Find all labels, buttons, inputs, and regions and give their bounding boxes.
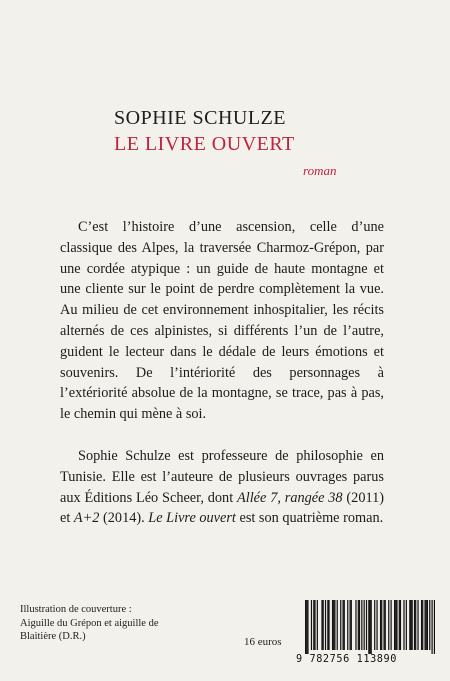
bio-text: (2014). (99, 510, 149, 527)
genre-label: roman (303, 163, 337, 178)
bio-text: est son quatrième roman. (235, 510, 384, 527)
credits-line: Blaitière (D.R.) (20, 631, 86, 643)
credits-line: Illustration de couverture : (20, 604, 132, 615)
author-bio-paragraph (60, 446, 384, 529)
bio-text: Sophie Schulze est professeure de philosophie en Tunisie. Elle est l’auteure de plusieurs ouvrages parus aux Éditions Léo Scheer, dont (60, 448, 384, 506)
isbn-number: 9 782756 113890 (296, 654, 398, 665)
work-title: Allée 7, rangée 38 (237, 489, 343, 506)
author-name: SOPHIE SCHULZE (114, 107, 287, 129)
work-title: A+2 (73, 510, 100, 527)
illustration-credits (20, 603, 230, 644)
price-label: 16 euros (244, 636, 282, 648)
credits-line: Aiguille du Grépon et aiguille de (20, 617, 159, 629)
bio-text: (2011) et (60, 489, 384, 527)
synopsis-paragraph: C’est l’histoire d’une ascension, celle d’une classique des Alpes, la traversée Charmoz-Grépon, par une cordée atypique : un guide de haute montagne et une cliente sur le point de perdre complètement la vue. Au milieu de cet environnement inhospitalier, les récits alternés de ces alpinistes, si différents l’un de l’autre, guident le lecteur dans le dédale de leurs émotions et souvenirs. De l’intériorité des personnages à l’extériorité absolue de la montagne, se trace, pas à pas, le chemin qui mène à soi. (60, 219, 384, 423)
book-title: LE LIVRE OUVERT (114, 133, 295, 155)
work-title: Le Livre ouvert (148, 510, 236, 527)
